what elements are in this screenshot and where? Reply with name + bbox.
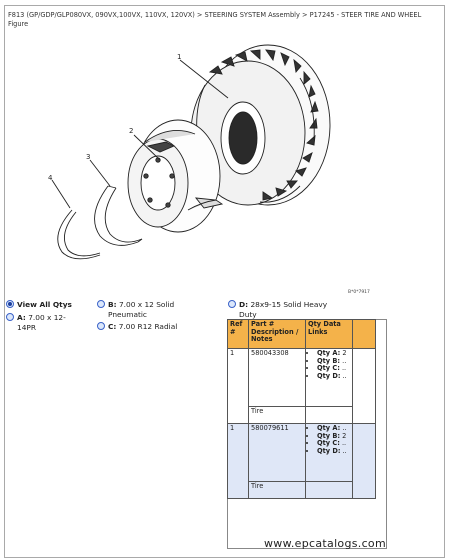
radio-icon [6, 313, 14, 321]
row1-desc: Tire [249, 406, 306, 423]
row1-part-link[interactable]: 580043308 [249, 349, 306, 407]
row2-qty-list [306, 424, 353, 482]
row2-desc-qty [306, 481, 353, 498]
qty-b-letter: B: [108, 300, 117, 309]
row2-desc: Tire [249, 481, 306, 498]
radio-icon [97, 322, 105, 330]
callout-4: 4 [48, 174, 53, 182]
qty-c-label: 7.00 R12 Radial [118, 322, 178, 331]
qty-c-radio[interactable] [97, 322, 177, 332]
parts-table [227, 319, 376, 499]
qty-a-label: 7.00 x 12-14PR [17, 313, 66, 332]
row2-extra [353, 424, 376, 499]
row1-qty-list [306, 349, 353, 407]
table-row [228, 424, 376, 482]
row1-qty-a[interactable]: • Qty A: 2 [317, 350, 350, 358]
row2-ref: 1 [228, 424, 249, 499]
qty-d-letter: D: [239, 300, 249, 309]
header-extra [353, 320, 376, 349]
rim-drawing [128, 120, 222, 232]
callout-2: 2 [129, 127, 134, 135]
qty-a-radio[interactable] [6, 313, 76, 333]
qty-d-label: 28x9-15 Solid Heavy Duty [239, 300, 328, 319]
radio-icon [97, 300, 105, 308]
callout-3: 3 [86, 153, 91, 161]
row1-qty-d[interactable]: • Qty D: .. [317, 373, 350, 381]
header-ref: Ref # [228, 320, 249, 349]
radio-selected-icon [6, 300, 14, 308]
row2-qty-d[interactable]: • Qty D: .. [317, 448, 350, 456]
row2-qty-b[interactable]: • Qty B: 2 [317, 433, 350, 441]
header-part: Part # Description / Notes [249, 320, 306, 349]
row1-desc-qty [306, 406, 353, 423]
row1-ref: 1 [228, 349, 249, 424]
callout-1: 1 [177, 53, 182, 61]
table-header-row [228, 320, 376, 349]
row1-qty-c[interactable]: • Qty C: .. [317, 365, 350, 373]
qty-c-letter: C: [108, 322, 117, 331]
table-row [228, 349, 376, 407]
lock-ring-drawing [58, 210, 100, 259]
qty-b-label: 7.00 x 12 Solid Pneumatic [108, 300, 175, 319]
row1-extra [353, 349, 376, 424]
row2-qty-a[interactable]: • Qty A: .. [317, 425, 350, 433]
row2-part-link[interactable]: 580079611 [249, 424, 306, 482]
qty-b-radio[interactable] [97, 300, 189, 320]
figure-code: B*0*7917 [348, 290, 370, 295]
watermark: www.epcatalogs.com [264, 537, 386, 550]
breadcrumb: F813 (GP/GDP/GLP080VX, 090VX,100VX, 110VX, 120VX) > STEERING SYSTEM Assembly > P17245 - STEER TIRE AND WHEEL Figure [8, 11, 422, 28]
header-qty: Qty Data Links [306, 320, 353, 349]
qty-d-radio[interactable] [228, 300, 338, 320]
qty-view-all-radio[interactable] [6, 300, 72, 310]
row2-qty-c[interactable]: • Qty C: .. [317, 440, 350, 448]
row1-qty-b[interactable]: • Qty B: .. [317, 358, 350, 366]
qty-view-all-label: View All Qtys [17, 300, 72, 309]
radio-icon [228, 300, 236, 308]
qty-a-letter: A: [17, 313, 26, 322]
